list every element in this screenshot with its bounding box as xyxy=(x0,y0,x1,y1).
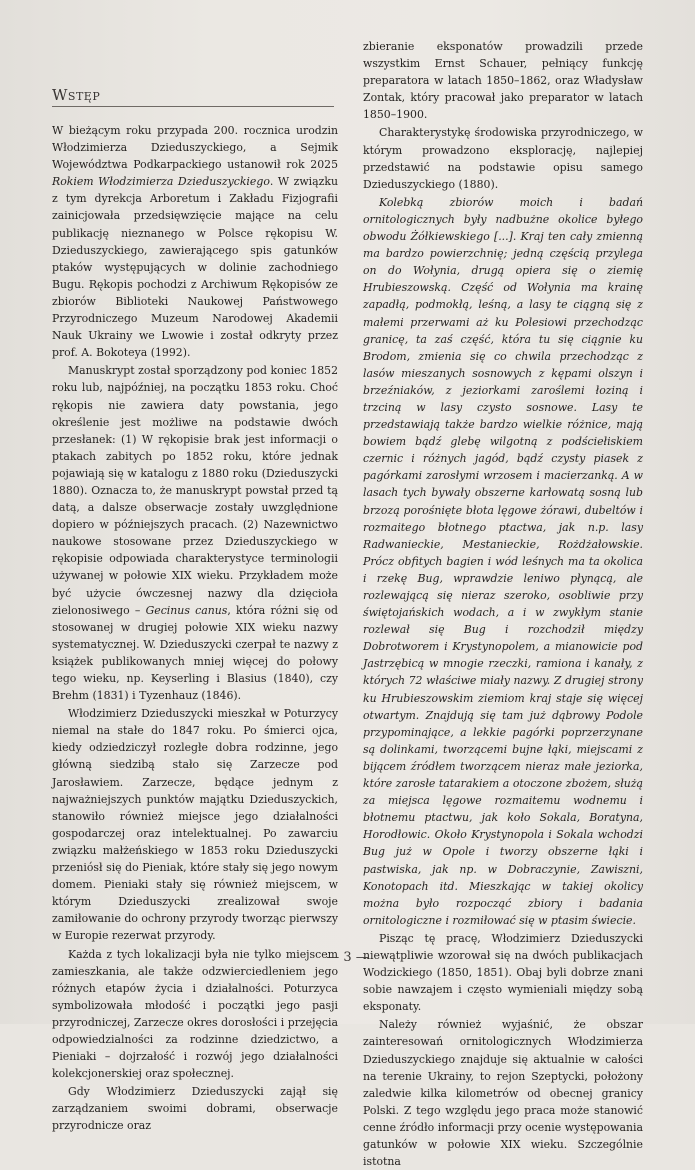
page-number: — 3 — xyxy=(326,950,369,965)
right-column xyxy=(363,38,643,1170)
text-run: . W związku z tym dyrekcja Arboretum i Zakładu Fizjografii zainicjowała przedsięwzięcie mające na celu publikację nieznanego w Polsce rękopisu W. Dzieduszyckiego, zawierającego spis gatunków ptaków występujących w dolinie zachodniego Bugu. Rękopis pochodzi z Archiwum Rękopisów ze zbiorów Biblioteki Naukowej Państwowego Przyrodniczego Muzeum Narodowej Akademii Nauk Ukrainy we Lwowie i został odkryty przez prof. A. Bokoteya (1992). xyxy=(52,175,338,360)
section-heading: Wstęp xyxy=(52,86,334,107)
paragraph: Włodzimierz Dzieduszycki mieszkał w Poturzycy niemal na stałe do 1847 roku. Po śmierci ojca, kiedy odziedziczył rozległe dobra rodzinne, jego główną siedzibą stało się Zarzecze pod Jarosławiem. Zarzecze, będące jednym z najważniejszych punktów majątku Dzieduszyckich, stanowiło również miejsce jego działalności gospodarczej oraz intelektualnej. Po zawarciu związku małżeńskiego w 1853 roku Dzieduszycki przeniósł się do Pieniak, które stały się jego nowym domem. Pieniaki stały się również miejscem, w którym Dzieduszycki zrealizował swoje zamiłowanie do ochrony przyrody tworząc pierwszy w Europie rezerwat przyrody. xyxy=(52,707,338,943)
paragraph xyxy=(52,122,338,361)
paragraph: Pisząc tę pracę, Włodzimierz Dzieduszycki niewątpliwie wzorował się na dwóch publikacjach Wodzickiego (1850, 1851). Obaj byli dobrze znani sobie nawzajem i często wymieniali między sobą eksponaty. xyxy=(363,931,643,1014)
text-run: Manuskrypt został sporządzony pod koniec 1852 roku lub, najpóźniej, na początku 1853 roku. Choć rękopis nie zawiera daty powstania, jego określenie jest możliwe na podstawie dwóch przesłanek: (1) W rękopisie brak jest informacji o ptakach zabitych po 1852 roku, które jednak pojawiają się w katalogu z 1880 roku (Dzieduszycki 1880). Oznacza to, że manuskrypt powstał przed tą datą, a dalsze obserwacje zostały uwzględnione dopiero w późniejszych pracach. (2) Nazewnictwo naukowe stosowane przez Dzieduszyckiego w rękopisie odpowiada charakterystyce terminologii używanej w połowie XIX wieku. Przykładem może być użycie ówczesnej nazwy dla dzięcioła zielonosiwego – xyxy=(52,364,338,617)
text-run: , która różni się od stosowanej w drugiej połowie XIX wieku nazwy systematycznej. W. Dzieduszycki czerpał te nazwy z książek publikowanych mniej więcej do połowy tego wieku, np. Keyserling i Blasius (1840), czy Brehm (1831) i Tyzenhauz (1846). xyxy=(52,603,339,703)
paragraph: zbieranie eksponatów prowadzili przede wszystkim Ernst Schauer, pełniący funkcję preparatora w latach 1850–1862, oraz Władysław Zontak, który pracował jako preparator w latach 1850–1900. xyxy=(363,40,643,122)
italic-run: Gecinus canus xyxy=(145,603,228,617)
paragraph: Charakterystykę środowiska przyrodniczego, w którym prowadzono eksplorację, najlepiej przedstawić na podstawie opisu samego Dzieduszyckiego (1880). xyxy=(363,126,643,191)
left-column xyxy=(52,122,338,1135)
paragraph: Każda z tych lokalizacji była nie tylko miejscem zamieszkania, ale także odzwierciedleniem jego różnych etapów życia i działalności. Poturzyca symbolizowała młodość i początki jego pasji przyrodniczej, Zarzecze okres dorosłości i przejęcia odpowiedzialności za rodzinne dziedzictwo, a Pieniaki – dojrzałość i rozwój jego działalności kolekcjonerskiej oraz społecznej. xyxy=(52,947,338,1081)
italic-quote: Kolebką zbiorów moich i badań ornitologicznych były nadbużne okolice byłego obwodu Żółkiewskiego [...]. Kraj ten cały zmienną ma bardzo powierzchnię; jedną częścią przylega on do Wołynia, drugą opiera się o ziemię Hrubieszowską. Część od Wołynia ma krainę zapadłą, podmokłą, leśną, a lasy te ciągną się z małemi przerwami aż ku Polesiowi przechodząc granicę, ta zaś część, która tu się ciągnie ku Brodom, zmienia się co chwila przechodząc z lasów mieszanych sosnowych z kępami olszyn i brzeźniaków, z jeziorkami zaroślemi łoziną i trzciną w lasy czysto sosnowe. Lasy te przedstawiają także bardzo wielkie różnice, mają bowiem bądź glebę wilgotną z podściełiskiem czernic i różnych jagód, bądź czysty piasek z pagórkami zarosłymi wrzosem i macierzanką. A w lasach tych bywały obszerne karłowatą sosną lub brzozą porośnięte błota lęgowe żórawi, dubeltów i rozmaitego błotnego ptactwa, jak n.p. lasy Radwanieckie, Mestanieckie, Rożdżałowskie. Prócz obfitych bagien i wód leśnych ma ta okolica i rzekę Bug, wprawdzie leniwo płynącą, ale rozlewającą się nieraz szeroko, osobliwie przy świętojańskich wodach, a i w zwykłym stanie rozlewał się Bug i rozchodził między Dobrotworem i Krystynopolem, a mianowicie pod Jastrzębicą w mnogie rzeczki, ramiona i kanały, z których 72 właściwe miały nazwy. Z drugiej strony ku Hrubieszowskim ziemiom kraj staje się więcej otwartym. Znajdują się tam już dąbrowy Podole przypominające, a lekkie pagórki poprzerzynane są dolinkami, tworzącemi bujne łąki, miejscami z bijącem źródłem tworzącem nieraz małe jeziorka, które zarosłe tatarakiem a otoczone zbożem, służą za miejsca lęgowe rozmaitemu wodnemu i błotnemu ptactwu, jak koło Sokala, Boratyna, Horodłowic. Około Krystynopola i Sokala wchodzi Bug już w Opole i tworzy obszerne łąki i pastwiska, jak np. w Dobraczynie, Zawiszni, Konotopach itd. Mieszkając w takiej okolicy można było rozpocząć zbiory i badania ornitologiczne i rozmiłować się w ptasim świecie. xyxy=(363,195,643,927)
paragraph: Gdy Włodzimierz Dzieduszycki zajął się zarządzaniem swoimi dobrami, obserwacje przyrodnicze oraz xyxy=(52,1085,338,1133)
paragraph xyxy=(52,362,338,704)
paragraph: Należy również wyjaśnić, że obszar zainteresowań ornitologicznych Włodzimierza Dzieduszyckiego znajduje się aktualnie w całości na terenie Ukrainy, to rejon Szeptycki, położony zaledwie kilka kilometrów od obecnej granicy Polski. Z tego względu jego praca może stanowić cenne źródło informacji przy ocenie występowania gatunków w połowie XIX wieku. Szczególnie istotna xyxy=(363,1018,643,1169)
quotation xyxy=(363,194,643,929)
italic-run: Rokiem Włodzimierza Dzieduszyckiego xyxy=(52,175,270,189)
text-run: W bieżącym roku przypada 200. rocznica urodzin Włodzimierza Dzieduszyckiego, a Sejmik Województwa Podkarpackiego ustanowił rok 2025 xyxy=(52,124,338,172)
